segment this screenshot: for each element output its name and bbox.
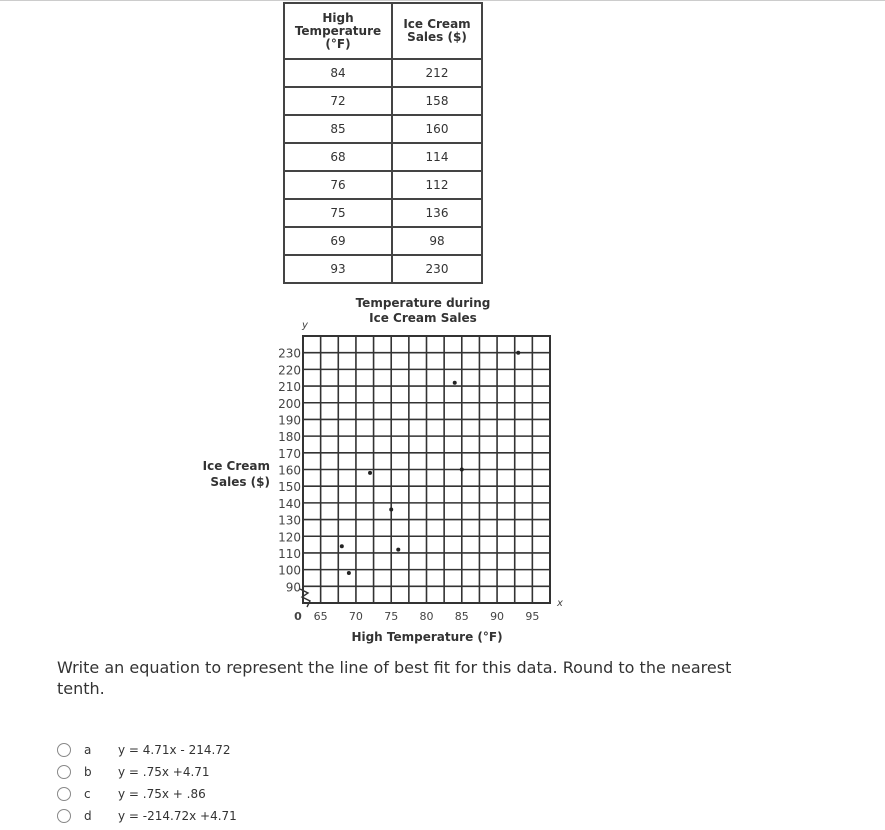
temperature-cell: 85 [284,115,392,143]
x-tick-label: 85 [454,610,469,623]
option-letter: c [84,787,91,801]
option-text: y = .75x +4.71 [118,765,210,779]
sales-cell: 136 [392,199,482,227]
sales-cell: 160 [392,115,482,143]
y-tick-label: 100 [278,563,301,578]
data-point [340,544,344,548]
question-text: Write an equation to represent the line of best fit for this data. Round to the nearest tenth. [57,658,732,698]
data-point [368,471,372,475]
y-tick-label: 230 [278,346,301,361]
answer-option-a[interactable] [57,743,231,757]
y-axis-letter: y [302,320,308,331]
answer-option-b[interactable] [57,765,210,779]
header-temperature: High Temperature (°F) [284,3,392,59]
temperature-cell: 75 [284,199,392,227]
y-tick-label: 210 [278,380,301,395]
x-tick-label: 90 [490,610,505,623]
y-tick-label: 220 [278,363,301,378]
sales-cell: 230 [392,255,482,283]
x-axis-label: High Temperature (°F) [351,630,503,644]
y-tick-label: 170 [278,446,301,461]
data-point [389,508,393,512]
temperature-cell: 84 [284,59,392,87]
data-point [453,381,457,385]
radio-button[interactable] [57,787,71,801]
x-axis-letter: x [557,598,563,609]
y-tick-label: 150 [278,480,301,495]
sales-cell: 212 [392,59,482,87]
answer-option-c[interactable] [57,787,206,801]
y-tick-label: 130 [278,513,301,528]
option-text: y = .75x + .86 [118,787,206,801]
origin-label: 0 [294,610,302,623]
x-tick-label: 95 [525,610,540,623]
data-point [396,548,400,552]
temperature-cell: 76 [284,171,392,199]
y-tick-label: 180 [278,430,301,445]
option-text: y = -214.72x +4.71 [118,809,237,823]
y-tick-label: 90 [285,580,301,595]
data-point [516,351,520,355]
option-letter: b [84,765,92,779]
temperature-cell: 69 [284,227,392,255]
y-tick-label: 120 [278,530,301,545]
x-tick-label: 65 [313,610,328,623]
radio-button[interactable] [57,809,71,823]
radio-button[interactable] [57,743,71,757]
sales-cell: 98 [392,227,482,255]
y-axis-label: Sales ($) [210,475,270,489]
x-tick-label: 80 [419,610,434,623]
option-text: y = 4.71x - 214.72 [118,743,231,757]
header-sales: Ice Cream Sales ($) [392,3,482,59]
temperature-cell: 68 [284,143,392,171]
chart-title: Ice Cream Sales [369,311,477,325]
radio-button[interactable] [57,765,71,779]
sales-cell: 114 [392,143,482,171]
y-tick-label: 140 [278,496,301,511]
sales-cell: 158 [392,87,482,115]
data-point [460,468,464,472]
y-tick-label: 160 [278,463,301,478]
axis-break-icon [300,589,310,607]
y-axis-label: Ice Cream [202,459,270,473]
y-tick-label: 200 [278,396,301,411]
x-tick-label: 70 [348,610,363,623]
y-tick-label: 190 [278,413,301,428]
answer-option-d[interactable] [57,809,237,823]
chart-title: Temperature during [355,296,491,310]
option-letter: d [84,809,92,823]
y-tick-label: 110 [278,546,301,561]
option-letter: a [84,743,92,757]
temperature-cell: 93 [284,255,392,283]
x-tick-label: 75 [384,610,399,623]
sales-cell: 112 [392,171,482,199]
temperature-cell: 72 [284,87,392,115]
data-point [347,571,351,575]
